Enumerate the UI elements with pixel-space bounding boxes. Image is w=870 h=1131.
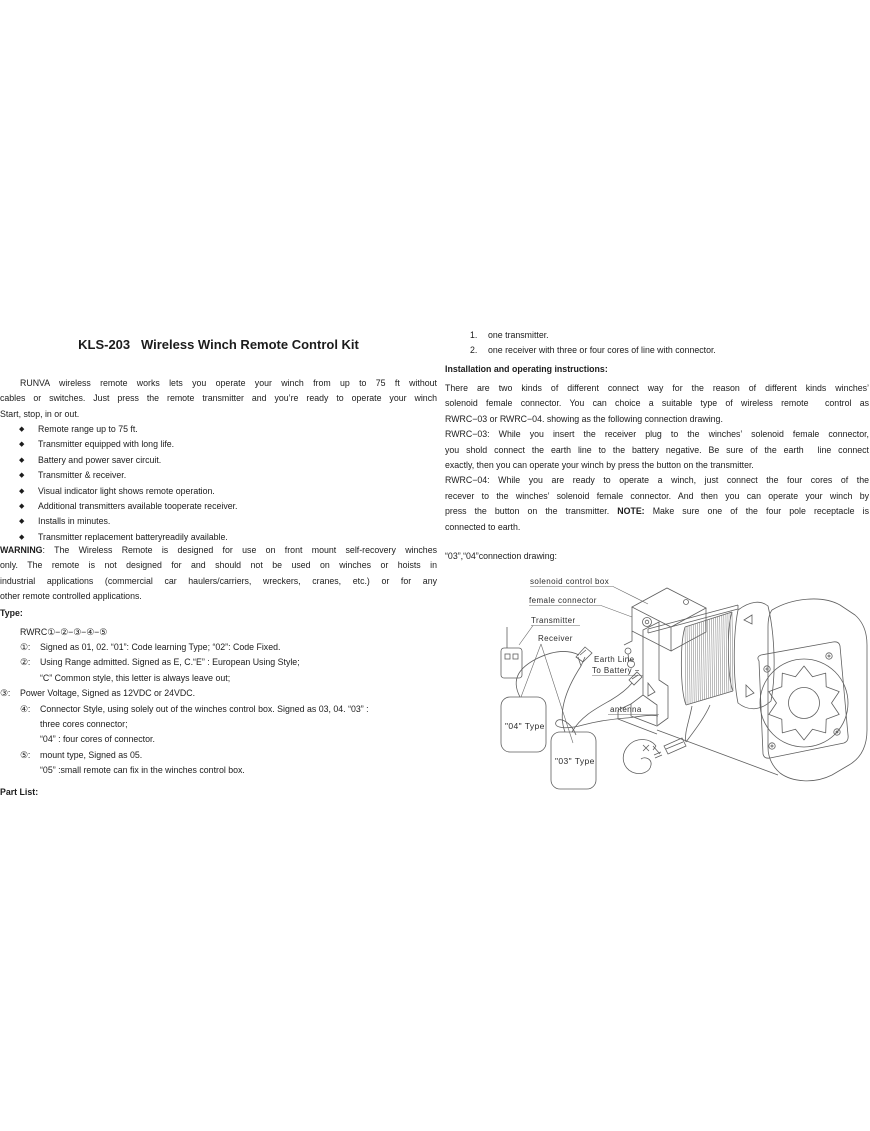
- drawing-caption: “03”,“04”connection drawing:: [445, 551, 557, 561]
- install-line: exactly, then you can operate your winch by press the button on the transmitter.: [445, 460, 754, 471]
- warning-line: industrial applications (commercial car haulers/carriers, wreckers, cranes, etc.) or for any: [0, 575, 437, 586]
- warning-text: : The Wireless Remote is designed for use on front mount self-recovery winches: [42, 545, 437, 555]
- bolt-dot: [771, 745, 773, 747]
- item-text: Using Range admitted. Signed as E, C.“E” : European Using Style;: [40, 657, 300, 668]
- label-transmitter: Transmitter: [531, 616, 576, 625]
- part-text: one transmitter.: [488, 330, 549, 340]
- label-female-connector: female connector: [529, 596, 597, 605]
- drum-cable-wraps: [685, 612, 733, 705]
- feature-text: Transmitter replacement batteryreadily available.: [38, 531, 228, 542]
- hook-body: [623, 739, 660, 773]
- x-mark: [643, 745, 649, 751]
- item-marker: ②:: [20, 657, 31, 668]
- part-item: [445, 343, 869, 358]
- connection-drawing: [480, 565, 870, 800]
- tie-bar: [648, 605, 738, 633]
- note-label: NOTE:: [617, 506, 645, 517]
- drum-edges: [685, 612, 733, 705]
- part-list: [445, 328, 869, 359]
- diagram-labels: [519, 577, 659, 743]
- feature-text: Transmitter equipped with long life.: [38, 439, 175, 450]
- install-heading: Installation and operating instructions:: [445, 364, 608, 374]
- intro-line: Start, stop, in or out.: [0, 408, 80, 419]
- hook-drawing: [623, 705, 710, 774]
- intro-line: cables or switches. Just press the remote transmitter and you’re ready to operate your winch: [0, 393, 437, 404]
- intro-line: RUNVA wireless remote works lets you operate your winch from up to 75 ft without: [20, 378, 437, 388]
- type-item: [0, 748, 437, 763]
- bolt: [764, 666, 770, 672]
- label-earth-line: Earth Line: [594, 655, 635, 664]
- install-line: RWRC−03: While you insert the receiver plug to the winches’ solenoid female connector,: [445, 429, 869, 440]
- warning-label: WARNING: [0, 545, 43, 555]
- feature-text: Remote range up to 75 ft.: [38, 424, 138, 434]
- box-front-face: [632, 607, 671, 651]
- feature-item: [0, 484, 437, 499]
- diamond-bullet-icon: ◆: [19, 518, 25, 526]
- item-text: Power Voltage, Signed as 12VDC or 24VDC.: [20, 688, 196, 699]
- bolt-dot: [828, 655, 830, 657]
- item-marker: ④:: [20, 703, 31, 714]
- bolt-dot: [766, 668, 768, 670]
- label-to-battery: To Battery −: [592, 666, 640, 675]
- install-line: RWRC−03 or RWRC−04. showing as the following connection drawing.: [445, 413, 723, 424]
- type-item: [0, 655, 437, 670]
- warning-line: other remote controlled applications.: [0, 591, 142, 602]
- type-item-list: [0, 640, 437, 779]
- warning-paragraph: [0, 543, 437, 605]
- feature-text: Installs in minutes.: [38, 516, 111, 527]
- label-solenoid-control-box: solenoid control box: [530, 577, 610, 586]
- item-marker: ①:: [20, 642, 31, 652]
- box-top-face: [632, 588, 706, 627]
- ring-cutouts: [744, 615, 754, 697]
- transmitter-drawing: [501, 627, 522, 678]
- type-item-cont: three cores connector;: [40, 719, 128, 730]
- part-list-heading: Part List:: [0, 787, 39, 797]
- feature-item: [0, 468, 437, 483]
- note-pre: press the button on the transmitter.: [445, 506, 618, 517]
- feature-text: Battery and power saver circuit.: [38, 454, 162, 465]
- gear-inner-circle: [789, 688, 820, 719]
- warning-line: only. The remote is not designed for and should not be used on winches or hoists in: [0, 560, 437, 571]
- receiver-04-drawing: [501, 697, 546, 752]
- transmitter-button: [505, 654, 510, 659]
- label-04-type: "04" Type: [505, 721, 545, 731]
- item-text: Connector Style, using solely out of the winches control box. Signed as 03, 04. “03” :: [40, 703, 369, 714]
- receiver-04-wire: [516, 651, 579, 697]
- diamond-bullet-icon: ◆: [19, 426, 25, 433]
- type-item-cont: “C” Common style, this letter is always leave out;: [40, 672, 231, 683]
- label-03-type: "03" Type: [555, 756, 595, 766]
- feature-item: [0, 499, 437, 514]
- diamond-bullet-icon: ◆: [19, 533, 25, 541]
- feature-list: [0, 422, 437, 545]
- feature-text: Visual indicator light shows remote operation.: [38, 485, 215, 496]
- diamond-bullet-icon: ◆: [19, 456, 25, 464]
- diamond-bullet-icon: ◆: [19, 441, 25, 449]
- winch-cable: [686, 705, 710, 742]
- transmitter-button: [513, 654, 518, 659]
- part-number: 2.: [470, 345, 478, 356]
- type-code: RWRC①−②−③−④−⑤: [20, 627, 108, 637]
- diamond-bullet-icon: ◆: [19, 503, 25, 511]
- receiver-03-drawing: [551, 732, 596, 789]
- box-top-bolt: [684, 600, 689, 605]
- feature-text: Transmitter & receiver.: [38, 470, 127, 481]
- install-line: [445, 504, 869, 519]
- feature-item: [0, 422, 437, 437]
- box-side-face: [671, 608, 706, 651]
- install-line: recever to the winches’ solenoid female connector. And then you can operate your winch by: [445, 490, 869, 501]
- install-line: you shold connect the earth line to the battery negative. Be sure of the earth line connect: [445, 444, 869, 455]
- intro-paragraph: [0, 376, 437, 422]
- diamond-bullet-icon: ◆: [19, 472, 25, 480]
- install-line: connected to earth.: [445, 521, 521, 532]
- cable-clamp: [664, 738, 686, 754]
- female-connector-port: [625, 648, 631, 654]
- diamond-bullet-icon: ◆: [19, 487, 25, 495]
- bolt: [769, 743, 775, 749]
- part-number: 1.: [470, 330, 478, 340]
- type-item: [0, 640, 437, 655]
- type-item-cont: “04” : four cores of connector.: [40, 734, 155, 745]
- label-antenna: antenna: [610, 705, 642, 714]
- install-line: solenoid female connector. You can choice a suitable type of wireless remote control as: [445, 398, 869, 409]
- feature-item: [0, 437, 437, 452]
- base-rail: [657, 730, 778, 775]
- box-knob-center: [645, 620, 649, 624]
- label-receiver: Receiver: [538, 634, 573, 643]
- type-item: [0, 686, 437, 701]
- note-post: Make sure one of the four pole receptacle is: [644, 506, 870, 517]
- bolt: [826, 653, 832, 659]
- type-item-cont: “05” :small remote can fix in the winches control box.: [40, 765, 245, 776]
- hook-eye-detail: [654, 752, 662, 758]
- install-line: There are two kinds of different connect way for the reason of different kinds winches’: [445, 383, 869, 393]
- bracket-cutout: [643, 683, 657, 725]
- item-marker: ③:: [0, 688, 11, 699]
- feature-item: [0, 453, 437, 468]
- part-text: one receiver with three or four cores of line with connector.: [488, 345, 716, 356]
- item-marker: ⑤:: [20, 749, 31, 760]
- item-text: Signed as 01, 02. “01”: Code learning Type; “02”: Code Fixed.: [40, 642, 281, 652]
- winch-drawing: [618, 599, 867, 781]
- install-paragraph: [445, 381, 869, 535]
- gear-ring: [769, 666, 839, 740]
- box-knob: [643, 618, 652, 627]
- install-line: RWRC−04: While you are ready to operate a winch, just connect the four cores of the: [445, 475, 869, 486]
- part-item: [445, 328, 869, 343]
- feature-item: [0, 514, 437, 529]
- motor-housing: [768, 599, 867, 781]
- type-heading: Type:: [0, 608, 23, 618]
- feature-text: Additional transmitters available tooperate receiver.: [38, 501, 238, 512]
- type-item: [0, 702, 437, 717]
- item-text: mount type, Signed as 05.: [40, 749, 143, 760]
- warning-line: [0, 543, 437, 558]
- page-title: KLS-203 Wireless Winch Remote Control Kit: [78, 337, 359, 352]
